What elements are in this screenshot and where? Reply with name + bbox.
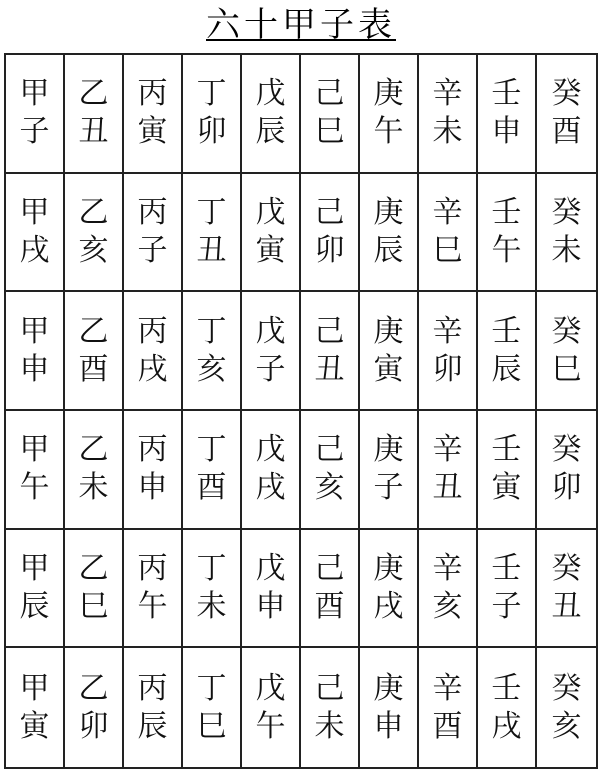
earthly-branch: 午 [137,588,168,624]
table-cell [360,55,419,174]
table-cell [301,55,360,174]
earthly-branch: 戌 [491,708,522,744]
earthly-branch: 酉 [551,114,582,150]
table-cell [478,55,537,174]
table-cell [478,411,537,530]
table-cell [183,292,242,411]
heavenly-stem: 癸 [551,76,582,112]
heavenly-stem: 乙 [78,313,109,349]
table-cell [360,174,419,293]
sexagenary-table [4,53,598,769]
heavenly-stem: 丁 [196,313,227,349]
earthly-branch: 巳 [314,114,345,150]
table-cell [537,55,596,174]
heavenly-stem: 戊 [255,76,286,112]
table-cell [183,648,242,767]
earthly-branch: 午 [373,114,404,150]
table-cell [65,174,124,293]
heavenly-stem: 癸 [551,550,582,586]
earthly-branch: 戌 [255,470,286,506]
table-cell [301,292,360,411]
heavenly-stem: 乙 [78,670,109,706]
earthly-branch: 寅 [255,232,286,268]
heavenly-stem: 甲 [19,76,50,112]
heavenly-stem: 己 [314,194,345,230]
earthly-branch: 丑 [551,588,582,624]
table-cell [419,55,478,174]
earthly-branch: 丑 [78,114,109,150]
table-cell [65,55,124,174]
heavenly-stem: 庚 [373,76,404,112]
table-cell [242,55,301,174]
earthly-branch: 巳 [78,588,109,624]
table-cell [124,55,183,174]
table-cell [6,174,65,293]
heavenly-stem: 丙 [137,550,168,586]
heavenly-stem: 甲 [19,432,50,468]
table-cell [537,411,596,530]
earthly-branch: 亥 [432,588,463,624]
heavenly-stem: 辛 [432,550,463,586]
heavenly-stem: 丁 [196,432,227,468]
table-cell [419,174,478,293]
heavenly-stem: 壬 [491,670,522,706]
heavenly-stem: 丁 [196,194,227,230]
earthly-branch: 未 [551,232,582,268]
heavenly-stem: 辛 [432,76,463,112]
heavenly-stem: 乙 [78,76,109,112]
table-cell [6,530,65,649]
earthly-branch: 子 [19,114,50,150]
page-title [0,6,602,44]
table-cell [6,411,65,530]
heavenly-stem: 庚 [373,550,404,586]
heavenly-stem: 辛 [432,432,463,468]
table-cell [124,174,183,293]
table-cell [6,55,65,174]
earthly-branch: 子 [137,232,168,268]
table-cell [478,174,537,293]
earthly-branch: 寅 [373,351,404,387]
heavenly-stem: 甲 [19,313,50,349]
earthly-branch: 辰 [491,351,522,387]
earthly-branch: 酉 [314,588,345,624]
earthly-branch: 酉 [432,708,463,744]
heavenly-stem: 己 [314,432,345,468]
heavenly-stem: 庚 [373,670,404,706]
heavenly-stem: 甲 [19,670,50,706]
table-cell [360,292,419,411]
heavenly-stem: 丙 [137,432,168,468]
heavenly-stem: 丙 [137,313,168,349]
heavenly-stem: 己 [314,313,345,349]
earthly-branch: 丑 [314,351,345,387]
earthly-branch: 亥 [78,232,109,268]
earthly-branch: 子 [373,470,404,506]
heavenly-stem: 壬 [491,76,522,112]
earthly-branch: 巳 [196,708,227,744]
table-cell [242,174,301,293]
earthly-branch: 卯 [196,114,227,150]
earthly-branch: 辰 [373,232,404,268]
earthly-branch: 午 [491,232,522,268]
earthly-branch: 亥 [551,708,582,744]
heavenly-stem: 戊 [255,194,286,230]
table-cell [124,292,183,411]
earthly-branch: 未 [432,114,463,150]
earthly-branch: 卯 [432,351,463,387]
table-cell [537,530,596,649]
heavenly-stem: 癸 [551,194,582,230]
earthly-branch: 申 [19,351,50,387]
earthly-branch: 寅 [19,708,50,744]
heavenly-stem: 庚 [373,194,404,230]
earthly-branch: 亥 [314,470,345,506]
heavenly-stem: 癸 [551,670,582,706]
earthly-branch: 巳 [551,351,582,387]
table-cell [419,292,478,411]
table-cell [242,292,301,411]
table-cell [419,411,478,530]
page-title-text: 六十甲子表 [206,5,396,45]
table-cell [6,648,65,767]
table-cell [301,648,360,767]
heavenly-stem: 壬 [491,313,522,349]
earthly-branch: 卯 [551,470,582,506]
table-cell [242,530,301,649]
earthly-branch: 寅 [491,470,522,506]
earthly-branch: 申 [137,470,168,506]
heavenly-stem: 戊 [255,313,286,349]
heavenly-stem: 己 [314,76,345,112]
earthly-branch: 申 [491,114,522,150]
heavenly-stem: 戊 [255,432,286,468]
heavenly-stem: 壬 [491,194,522,230]
table-cell [242,648,301,767]
earthly-branch: 酉 [196,470,227,506]
table-cell [242,411,301,530]
earthly-branch: 辰 [255,114,286,150]
table-cell [124,648,183,767]
heavenly-stem: 癸 [551,313,582,349]
table-cell [360,648,419,767]
table-cell [419,648,478,767]
table-cell [65,411,124,530]
heavenly-stem: 壬 [491,550,522,586]
earthly-branch: 戌 [373,588,404,624]
earthly-branch: 辰 [137,708,168,744]
heavenly-stem: 丁 [196,76,227,112]
earthly-branch: 卯 [78,708,109,744]
heavenly-stem: 庚 [373,432,404,468]
table-cell [183,411,242,530]
table-cell [478,530,537,649]
table-cell [301,411,360,530]
earthly-branch: 戌 [137,351,168,387]
earthly-branch: 申 [255,588,286,624]
table-cell [478,648,537,767]
heavenly-stem: 丁 [196,550,227,586]
heavenly-stem: 乙 [78,194,109,230]
table-cell [360,411,419,530]
table-cell [301,174,360,293]
earthly-branch: 戌 [19,232,50,268]
heavenly-stem: 壬 [491,432,522,468]
earthly-branch: 未 [314,708,345,744]
earthly-branch: 申 [373,708,404,744]
heavenly-stem: 庚 [373,313,404,349]
earthly-branch: 午 [19,470,50,506]
table-cell [537,648,596,767]
earthly-branch: 亥 [196,351,227,387]
earthly-branch: 巳 [432,232,463,268]
table-cell [65,648,124,767]
heavenly-stem: 甲 [19,194,50,230]
heavenly-stem: 乙 [78,550,109,586]
table-cell [360,530,419,649]
heavenly-stem: 丙 [137,76,168,112]
heavenly-stem: 乙 [78,432,109,468]
earthly-branch: 子 [255,351,286,387]
earthly-branch: 酉 [78,351,109,387]
table-cell [183,174,242,293]
table-cell [65,292,124,411]
earthly-branch: 丑 [196,232,227,268]
table-cell [65,530,124,649]
earthly-branch: 寅 [137,114,168,150]
heavenly-stem: 戊 [255,670,286,706]
earthly-branch: 未 [196,588,227,624]
table-cell [537,174,596,293]
heavenly-stem: 丁 [196,670,227,706]
earthly-branch: 丑 [432,470,463,506]
table-cell [183,55,242,174]
earthly-branch: 辰 [19,588,50,624]
table-cell [478,292,537,411]
heavenly-stem: 癸 [551,432,582,468]
heavenly-stem: 戊 [255,550,286,586]
heavenly-stem: 丙 [137,194,168,230]
heavenly-stem: 己 [314,670,345,706]
table-cell [301,530,360,649]
table-cell [183,530,242,649]
table-cell [124,530,183,649]
earthly-branch: 午 [255,708,286,744]
earthly-branch: 卯 [314,232,345,268]
table-cell [6,292,65,411]
earthly-branch: 未 [78,470,109,506]
heavenly-stem: 辛 [432,194,463,230]
earthly-branch: 子 [491,588,522,624]
table-cell [419,530,478,649]
heavenly-stem: 辛 [432,670,463,706]
table-cell [124,411,183,530]
heavenly-stem: 丙 [137,670,168,706]
heavenly-stem: 己 [314,550,345,586]
table-cell [537,292,596,411]
heavenly-stem: 辛 [432,313,463,349]
heavenly-stem: 甲 [19,550,50,586]
